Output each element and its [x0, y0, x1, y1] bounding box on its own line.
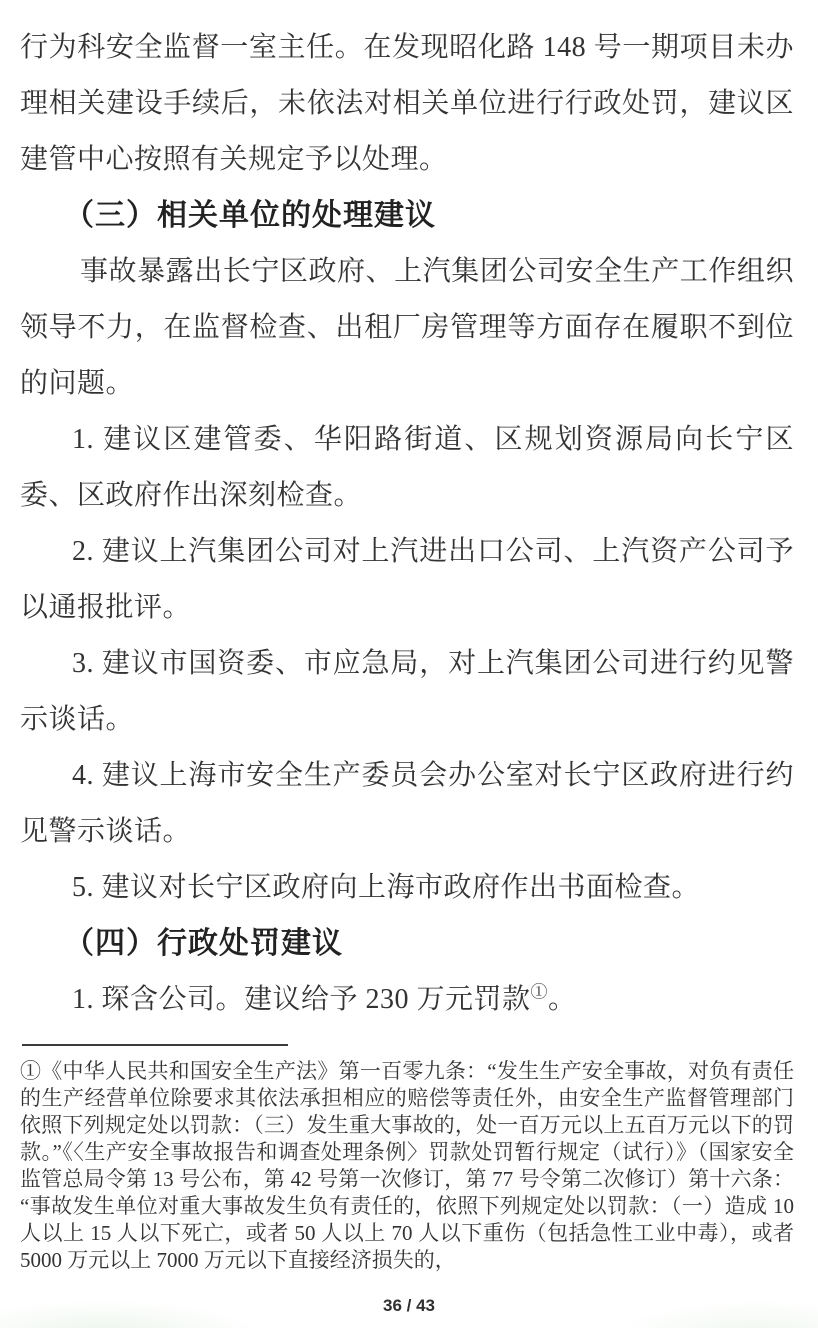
- recommendation-item-2: 2. 建议上汽集团公司对上汽进出口公司、上汽资产公司予以通报批评。: [20, 536, 794, 623]
- footnote-separator-rule: [22, 1044, 288, 1046]
- footnote-section: [0, 1044, 818, 1274]
- penalty-item-1: [20, 972, 794, 1028]
- recommendation-item-3: 3. 建议市国资委、市应急局，对上汽集团公司进行约见警示谈话。: [20, 648, 794, 735]
- recommendation-item-1: 1. 建议区建管委、华阳路街道、区规划资源局向长宁区委、区政府作出深刻检查。: [20, 424, 794, 511]
- continuation-paragraph: 行为科安全监督一室主任。在发现昭化路 148 号一期项目未办理相关建设手续后，未依法对相关单位进行行政处罚，建议区建管中心按照有关规定予以处理。: [20, 32, 794, 175]
- recommendation-item-4: 4. 建议上海市安全生产委员会办公室对长宁区政府进行约见警示谈话。: [20, 760, 794, 847]
- paragraph-exposed-problems: 事故暴露出长宁区政府、上汽集团公司安全生产工作组织领导不力，在监督检查、出租厂房管理等方面存在履职不到位的问题。: [20, 256, 794, 399]
- footnote-reference-mark: ①: [530, 982, 549, 1002]
- section-heading-related-units: （三）相关单位的处理建议: [64, 199, 436, 232]
- section-heading-administrative-penalty: （四）行政处罚建议: [64, 927, 343, 960]
- penalty-item-1-text: 1. 琛含公司。建议给予 230 万元罚款: [72, 984, 531, 1015]
- penalty-item-1-period: 。: [548, 984, 577, 1015]
- footnote-text: ①《中华人民共和国安全生产法》第一百零九条：“发生生产安全事故，对负有责任的生产经营单位除要求其依法承担相应的赔偿等责任外，由安全生产监督管理部门依照下列规定处以罚款：（三）发生重大事故的，处一百万元以上五百万元以下的罚款。”《〈生产安全事故报告和调查处理条例〉罚款处罚暂行规定（试行）》（国家安全监管总局令第 13 号公布，第 42 号第一次修订，第 77 号令第二次修订）第十六条：“事故发生单位对重大事故发生负有责任的，依照下列规定处以罚款：（一）造成 10 人以上 15 人以下死亡，或者 50 人以上 70 人以下重伤（包括急性工业中毒），或者 5000 万元以上 7000 万元以下直接经济损失的，: [20, 1059, 794, 1272]
- recommendation-item-5: 5. 建议对长宁区政府向上海市政府作出书面检查。: [72, 872, 701, 903]
- page-number-indicator: 36 / 43: [383, 1296, 435, 1315]
